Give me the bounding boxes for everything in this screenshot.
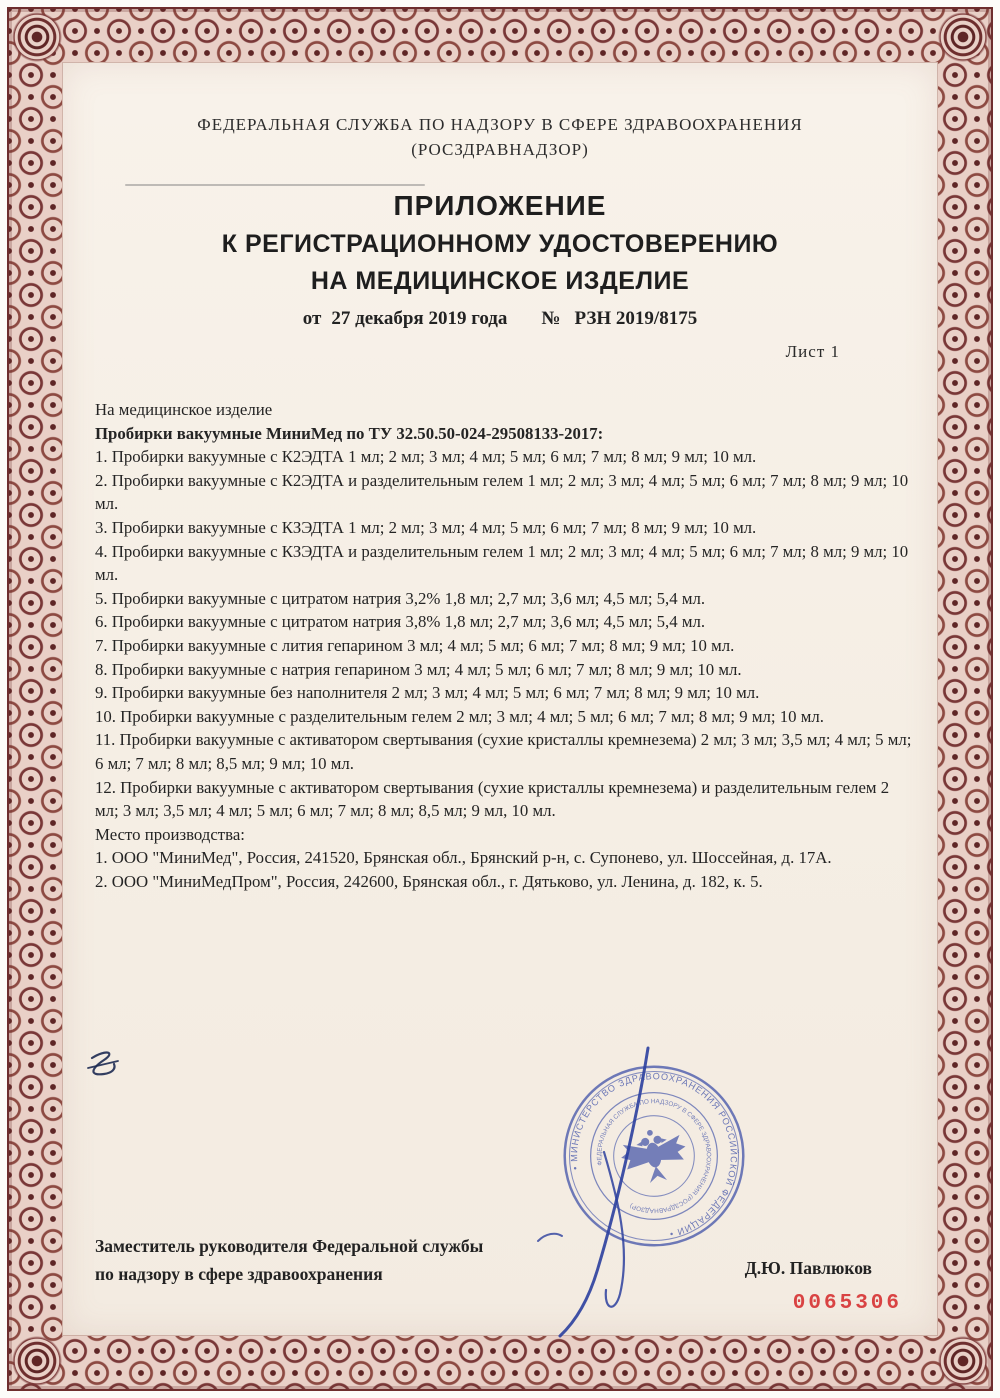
handwritten-mark: [92, 1052, 115, 1074]
production-site: 2. ООО "МиниМедПром", Россия, 242600, Брянская обл., г. Дятьково, ул. Ленина, д. 182, к. 5.: [95, 871, 763, 891]
product-item: 1. Пробирки вакуумные с К2ЭДТА 1 мл; 2 мл; 3 мл; 4 мл; 5 мл; 6 мл; 7 мл; 8 мл; 9 мл; 10 мл.: [95, 447, 757, 467]
signer-title: [95, 1232, 615, 1288]
form-serial-number: 0065306: [792, 1292, 902, 1315]
product-title: Пробирки вакуумные МиниМед по ТУ 32.50.50-024-29508133-2017:: [95, 423, 604, 443]
agency-header: [0, 112, 1000, 162]
signer-title-line-2: по надзору в сфере здравоохранения: [95, 1264, 383, 1284]
production-title: Место производства:: [95, 824, 245, 844]
production-list: [95, 846, 913, 893]
product-item: 4. Пробирки вакуумные с КЗЭДТА и разделительным гелем 1 мл; 2 мл; 3 мл; 4 мл; 5 мл; 6 мл; 7 мл; 8 мл; 9 мл; 10 мл.: [95, 541, 909, 585]
product-list: [95, 445, 913, 823]
product-item: 6. Пробирки вакуумные с цитратом натрия 3,8% 1,8 мл; 2,7 мл; 3,6 мл; 4,5 мл; 5,4 мл.: [95, 612, 706, 632]
title-line-1: ПРИЛОЖЕНИЕ: [393, 190, 607, 221]
signer-title-line-1: Заместитель руководителя Федеральной службы: [95, 1236, 484, 1256]
production-site: 1. ООО "МиниМед", Россия, 241520, Брянская обл., Брянский р-н, с. Супонево, ул. Шоссейная, д. 17А.: [95, 848, 832, 868]
registration-date: 27 декабря 2019 года: [331, 308, 508, 329]
stamp-outer-text: • МИНИСТЕРСТВО ЗДРАВООХРАНЕНИЯ РОССИЙСКОЙ ФЕДЕРАЦИИ •: [569, 1071, 739, 1240]
product-item: 5. Пробирки вакуумные с цитратом натрия 3,2% 1,8 мл; 2,7 мл; 3,6 мл; 4,5 мл; 5,4 мл.: [95, 588, 706, 608]
signer-name: Д.Ю. Павлюков: [744, 1258, 872, 1278]
handwritten-mark-cross: [88, 1061, 118, 1068]
registration-number: РЗН 2019/8175: [574, 308, 698, 329]
product-item: 9. Пробирки вакуумные без наполнителя 2 мл; 3 мл; 4 мл; 5 мл; 6 мл; 7 мл; 8 мл; 9 мл; 10 мл.: [95, 683, 760, 703]
document-title: [0, 186, 1000, 300]
product-item: 3. Пробирки вакуумные с КЗЭДТА 1 мл; 2 мл; 3 мл; 4 мл; 5 мл; 6 мл; 7 мл; 8 мл; 9 мл; 10 мл.: [95, 517, 757, 537]
number-label: №: [541, 308, 561, 329]
document-body: [95, 398, 913, 893]
product-item: 10. Пробирки вакуумные с разделительным гелем 2 мл; 3 мл; 4 мл; 5 мл; 6 мл; 7 мл; 8 мл; 9 мл; 10 мл.: [95, 706, 824, 726]
intro-line: На медицинское изделие: [95, 400, 273, 419]
official-stamp: [543, 1045, 765, 1267]
agency-short-name: (РОСЗДРАВНАДЗОР): [411, 140, 589, 159]
product-item: 2. Пробирки вакуумные с К2ЭДТА и разделительным гелем 1 мл; 2 мл; 3 мл; 4 мл; 5 мл; 6 мл; 7 мл; 8 мл; 9 мл; 10 мл.: [95, 470, 909, 514]
product-item: 12. Пробирки вакуумные с активатором свертывания (сухие кристаллы кремнезема) и разделительным гелем 2 мл; 3 мл; 3,5 мл; 4 мл; 5 мл; 6 мл; 7 мл; 8 мл; 8,5 мл; 9 мл, 10 мл.: [95, 777, 890, 821]
double-headed-eagle-icon: [617, 1124, 690, 1187]
title-line-2: К РЕГИСТРАЦИОННОМУ УДОСТОВЕРЕНИЮ: [221, 230, 779, 258]
title-line-3: НА МЕДИЦИНСКОЕ ИЗДЕЛИЕ: [310, 267, 690, 295]
stamp-inner-text: ФЕДЕРАЛЬНАЯ СЛУЖБА ПО НАДЗОРУ В СФЕРЕ ЗДРАВООХРАНЕНИЯ (РОСЗДРАВНАДЗОР): [596, 1098, 712, 1214]
product-item: 11. Пробирки вакуумные с активатором свертывания (сухие кристаллы кремнезема) 2 мл; 3 мл; 3,5 мл; 4 мл; 5 мл; 6 мл; 7 мл; 8 мл; 8,5 мл; 9 мл; 10 мл.: [95, 730, 912, 773]
registration-line: [0, 308, 1000, 330]
date-label: от: [302, 308, 322, 329]
product-item: 7. Пробирки вакуумные с лития гепарином 3 мл; 4 мл; 5 мл; 6 мл; 7 мл; 8 мл; 9 мл; 10 мл.: [95, 635, 735, 655]
agency-name: ФЕДЕРАЛЬНАЯ СЛУЖБА ПО НАДЗОРУ В СФЕРЕ ЗДРАВООХРАНЕНИЯ: [197, 115, 803, 134]
sheet-number: Лист 1: [785, 342, 840, 361]
product-item: 8. Пробирки вакуумные с натрия гепарином 3 мл; 4 мл; 5 мл; 6 мл; 7 мл; 8 мл; 9 мл; 10 мл.: [95, 659, 742, 679]
